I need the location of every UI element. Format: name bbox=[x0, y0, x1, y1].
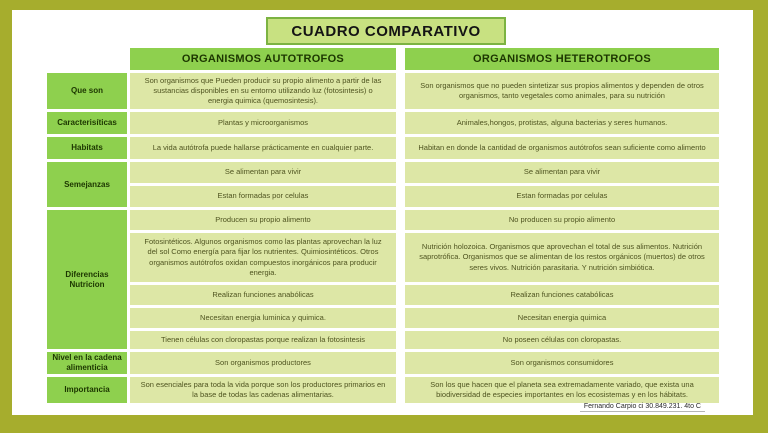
comparison-table bbox=[47, 48, 719, 403]
row-header-diferencias-nutricion: Diferencias Nutricion bbox=[47, 210, 127, 349]
table-cell: Necesitan energia luminica y quimica. bbox=[130, 308, 396, 328]
row-header-caracteristicas: Caracterisíticas bbox=[47, 112, 127, 134]
table-cell: No poseen células con cloropastas. bbox=[405, 331, 719, 349]
table-cell: No producen su propio alimento bbox=[405, 210, 719, 230]
table-cell: Son organismos que Pueden producir su propio alimento a partir de las sustancias disponibles en su entorno utilizando luz (fotosintesis) o energia quimica (quemosintesis). bbox=[130, 73, 396, 109]
table-cell: Son los que hacen que el planeta sea extremadamente variado, que exista una biodiversidad de especies importantes en los ecosistemas y en los hábitats. bbox=[405, 377, 719, 403]
table-cell: Animales,hongos, protistas, alguna bacterias y seres humanos. bbox=[405, 112, 719, 134]
column-header-autotrofos: ORGANISMOS AUTOTROFOS bbox=[130, 48, 396, 70]
page-title-label: CUADRO COMPARATIVO bbox=[291, 22, 481, 40]
table-cell: Estan formadas por celulas bbox=[405, 186, 719, 207]
page-title bbox=[266, 17, 506, 45]
table-cell: Realizan funciones catabólicas bbox=[405, 285, 719, 305]
table-cell: Son organismos productores bbox=[130, 352, 396, 374]
table-cell: Plantas y microorganismos bbox=[130, 112, 396, 134]
row-header-semejanzas: Semejanzas bbox=[47, 162, 127, 207]
table-cell: Son esenciales para toda la vida porque son los productores primarios en la base de todas las cadenas alimentarias. bbox=[130, 377, 396, 403]
row-header-que-son: Que son bbox=[47, 73, 127, 109]
table-cell: Producen su propio alimento bbox=[130, 210, 396, 230]
author-credit: Fernando Carpio ci 30.849.231. 4to C bbox=[580, 403, 705, 412]
table-cell: La vida autótrofa puede hallarse prácticamente en cualquier parte. bbox=[130, 137, 396, 159]
table-cell: Son organismos que no pueden sintetizar sus propios alimentos y dependen de otros organismos, tanto vegetales como animales, para su nutrición bbox=[405, 73, 719, 109]
table-cell: Habitan en donde la cantidad de organismos autótrofos sean suficiente como alimento bbox=[405, 137, 719, 159]
table-cell: Se alimentan para vivir bbox=[130, 162, 396, 183]
table-cell: Se alimentan para vivir bbox=[405, 162, 719, 183]
table-cell: Fotosintéticos. Algunos organismos como las plantas aprovechan la luz del sol Como energía para fijar los nutrientes. Quimiosintéticos. Otros organismos autótrofos oxidan compuestos inorgánicos para producir energia. bbox=[130, 233, 396, 282]
column-header-heterotrofos: ORGANISMOS HETEROTROFOS bbox=[405, 48, 719, 70]
row-header-habitats: Habitats bbox=[47, 137, 127, 159]
table-cell: Realizan funciones anabólicas bbox=[130, 285, 396, 305]
table-cell: Tienen células con cloropastas porque realizan la fotosintesis bbox=[130, 331, 396, 349]
table-cell: Son organismos consumidores bbox=[405, 352, 719, 374]
table-cell: Necesitan energia quimica bbox=[405, 308, 719, 328]
row-header-nivel-cadena: Nivel en la cadena alimenticia bbox=[47, 352, 127, 374]
table-cell: Nutrición holozoica. Organismos que aprovechan el total de sus alimentos. Nutrición saprotrófica. Organismos que se alimentan de los restos orgánicos (muertos) de otros seres vivos. Nutrición parasitaria. Y nutrición simbiótica. bbox=[405, 233, 719, 282]
slide-canvas bbox=[12, 10, 753, 415]
table-cell: Estan formadas por celulas bbox=[130, 186, 396, 207]
row-header-importancia: Importancia bbox=[47, 377, 127, 403]
